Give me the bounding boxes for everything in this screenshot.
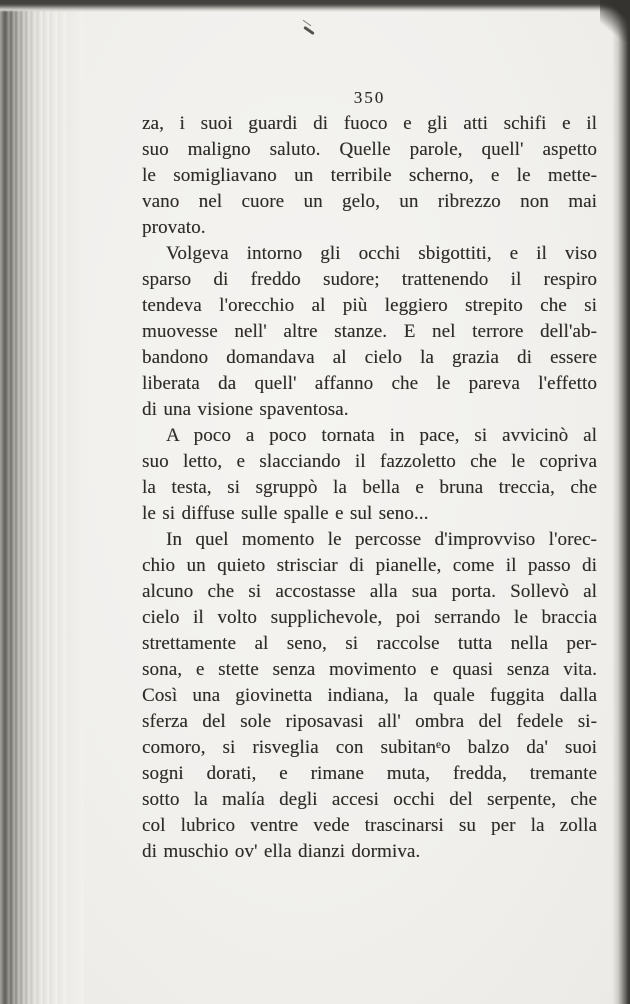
text-line: cielo il volto supplichevole, poi serrando le braccia xyxy=(142,607,597,628)
text-line: le somigliavano un terribile scherno, e le mette- xyxy=(142,165,597,186)
text-line: muovesse nell' altre stanze. E nel terrore dell'ab- xyxy=(142,321,597,342)
text-line: za, i suoi guardi di fuoco e gli atti schifi e il xyxy=(142,113,597,134)
book-edge-left xyxy=(0,0,84,1004)
text-line: vano nel cuore un gelo, un ribrezzo non mai xyxy=(142,191,597,212)
text-line: alcuno che si accostasse alla sua porta. Sollevò al xyxy=(142,581,597,602)
book-edge-right xyxy=(612,0,630,1004)
text-line: tendeva l'orecchio al più leggiero strepito che si xyxy=(142,295,597,316)
text-line: bandono domandava al cielo la grazia di essere xyxy=(142,347,597,368)
text-line: strettamente al seno, si raccolse tutta nella per- xyxy=(142,633,597,654)
text-line: sparso di freddo sudore; trattenendo il respiro xyxy=(142,269,597,290)
paragraph xyxy=(142,527,597,865)
text-line: Volgeva intorno gli occhi sbigottiti, e il viso xyxy=(166,243,597,264)
text-line: di muschio ov' ella dianzi dormiva. xyxy=(142,841,421,862)
text-line: col lubrico ventre vede trascinarsi su per la zolla xyxy=(142,815,597,836)
text-line: la testa, si sgruppò la bella e bruna treccia, che xyxy=(142,477,597,498)
text-line: In quel momento le percosse d'improvviso l'orec- xyxy=(166,529,597,550)
book-edge-top xyxy=(0,0,630,12)
text-line: Così una giovinetta indiana, la quale fuggita dalla xyxy=(142,685,597,706)
text-line: chio un quieto strisciar di pianelle, come il passo di xyxy=(142,555,597,576)
text-line: sotto la malía degli accesi occhi del serpente, che xyxy=(142,789,597,810)
text-line: sona, e stette senza movimento e quasi senza vita. xyxy=(142,659,597,680)
corner-shadow-top-right xyxy=(600,0,630,42)
paragraph xyxy=(142,423,597,527)
text-line: suo maligno saluto. Quelle parole, quell' aspetto xyxy=(142,139,597,160)
paragraph xyxy=(142,111,597,241)
text-line: di una visione spaventosa. xyxy=(142,399,349,420)
body-text xyxy=(142,111,597,865)
text-line: liberata da quell' affanno che le pareva l'effetto xyxy=(142,373,597,394)
text-line: suo letto, e slacciando il fazzoletto che le copriva xyxy=(142,451,597,472)
text-line: sogni dorati, e rimane muta, fredda, tremante xyxy=(142,763,597,784)
text-line: comoro, si risveglia con subitanᵉo balzo da' suoi xyxy=(142,737,597,758)
text-line: le si diffuse sulle spalle e sul seno... xyxy=(142,503,429,524)
text-line: sferza del sole riposavasi all' ombra del fedele si- xyxy=(142,711,597,732)
text-line: provato. xyxy=(142,217,206,238)
text-line: A poco a poco tornata in pace, si avvicinò al xyxy=(166,425,597,446)
paragraph xyxy=(142,241,597,423)
page-number: 350 xyxy=(353,88,386,107)
